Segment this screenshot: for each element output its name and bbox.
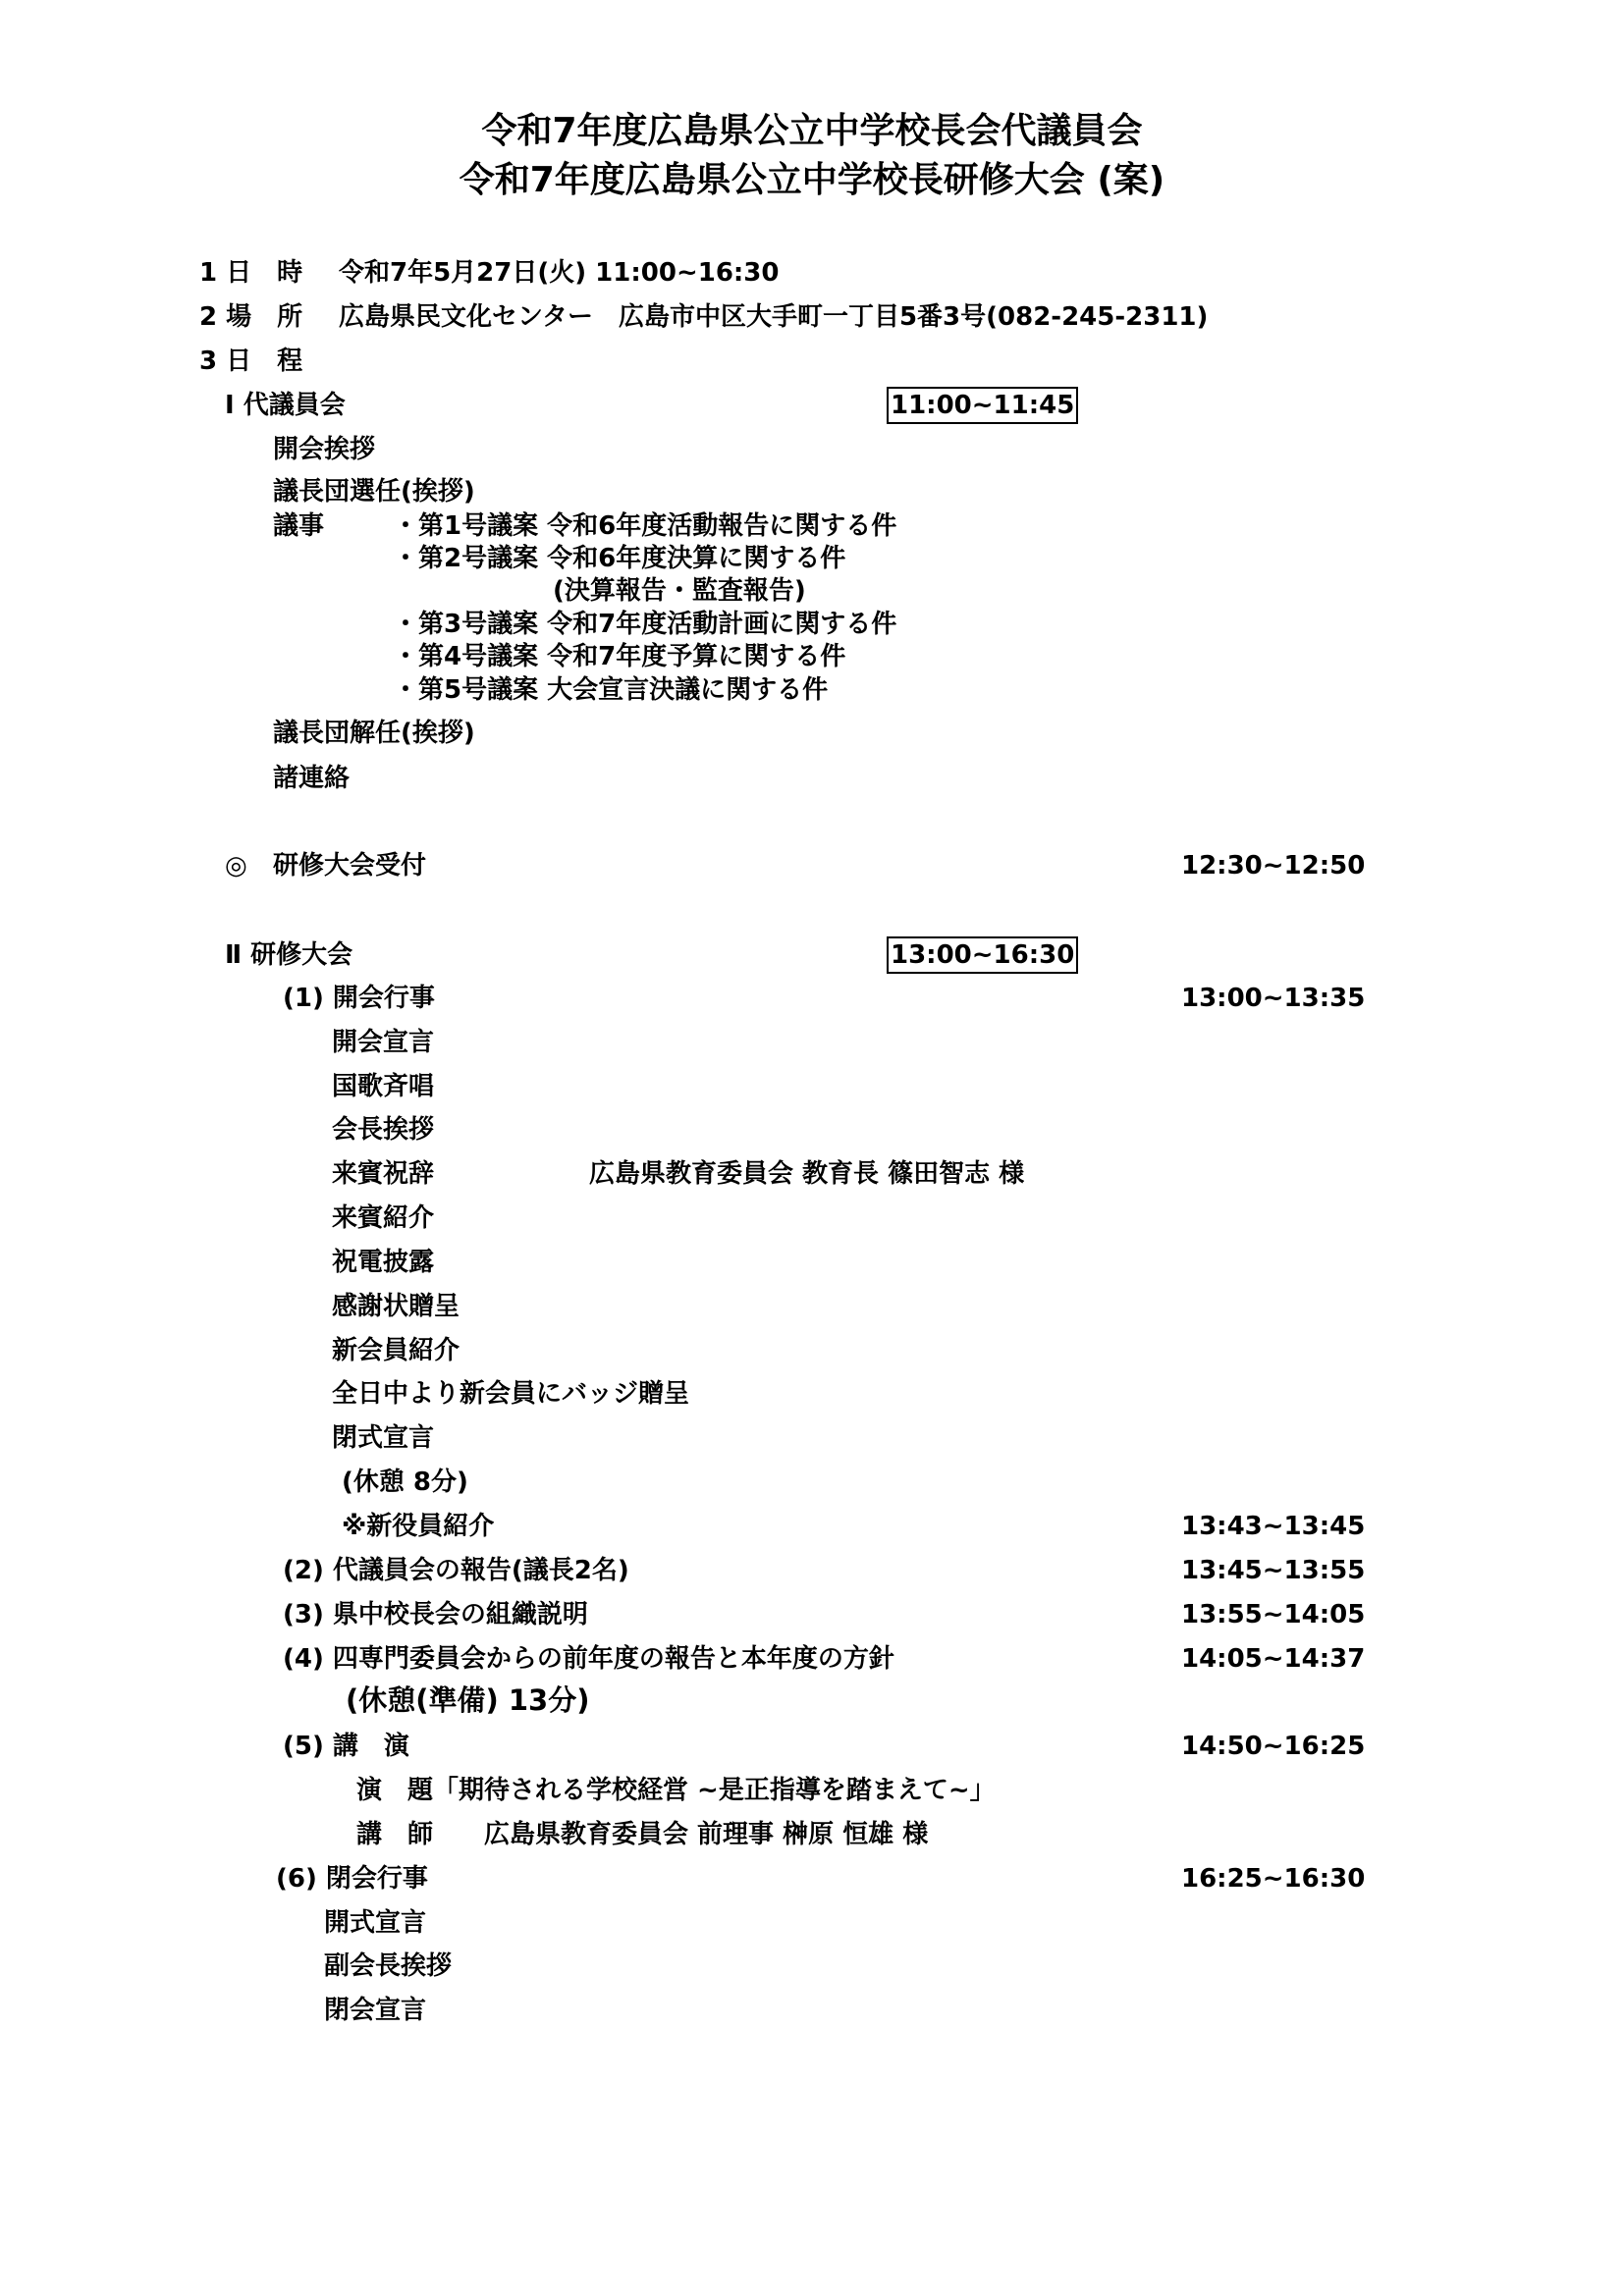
agenda-item: ・第5号議案 大会宣言決議に関する件 (393, 675, 829, 705)
s3-time: 13:55~14:05 (1181, 1600, 1366, 1629)
part1-opening: 開会挨拶 (273, 435, 376, 464)
s5-time: 14:50~16:25 (1181, 1732, 1366, 1761)
s1-item: 全日中より新会員にバッジ贈呈 (332, 1379, 690, 1409)
s4-time: 14:05~14:37 (1181, 1644, 1366, 1674)
s1-label: (1) 開会行事 (283, 984, 435, 1013)
reception-label: 研修大会受付 (273, 851, 427, 881)
place-value: 広島県民文化センター 広島市中区大手町一丁目5番3号(082-245-2311) (339, 302, 1209, 332)
s6-time: 16:25~16:30 (1181, 1864, 1366, 1894)
agenda-item: (決算報告・監査報告) (553, 576, 806, 606)
schedule-label: 3 日 程 (199, 347, 303, 376)
s1-break: (休憩 8分) (342, 1468, 468, 1497)
s4-label: (4) 四専門委員会からの前年度の報告と本年度の方針 (283, 1644, 894, 1674)
s5-lecturer: 講 師 広島県教育委員会 前理事 榊原 恒雄 様 (356, 1820, 929, 1849)
part1-chair-election: 議長団選任(挨拶) (273, 477, 475, 507)
s6-item: 開式宣言 (324, 1908, 427, 1938)
s6-label: (6) 閉会行事 (276, 1864, 428, 1894)
part1-agenda-label: 議事 (273, 511, 325, 541)
agenda-item: ・第2号議案 令和6年度決算に関する件 (393, 544, 846, 573)
s1-officers-time: 13:43~13:45 (1181, 1512, 1366, 1541)
document-title-line1: 令和7年度広島県公立中学校長会代議員会 (481, 111, 1143, 151)
s1-time: 13:00~13:35 (1181, 984, 1366, 1013)
s5-label: (5) 講 演 (283, 1732, 409, 1761)
s1-item: 会長挨拶 (332, 1115, 435, 1145)
agenda-item: ・第1号議案 令和6年度活動報告に関する件 (393, 511, 897, 541)
s1-item: 開会宣言 (332, 1028, 435, 1057)
part1-time-box: 11:00~11:45 (887, 387, 1078, 424)
place-label: 2 場 所 (199, 302, 303, 332)
break2: (休憩(準備) 13分) (346, 1683, 590, 1717)
s1-item: 国歌斉唱 (332, 1072, 435, 1101)
reception-time: 12:30~12:50 (1181, 851, 1366, 881)
date-label: 1 日 時 (199, 258, 303, 288)
document-title-line2: 令和7年度広島県公立中学校長研修大会 (案) (459, 160, 1165, 200)
s1-item: 来賓紹介 (332, 1203, 435, 1233)
part1-chair-dismissal: 議長団解任(挨拶) (273, 719, 475, 748)
date-value: 令和7年5月27日(火) 11:00~16:30 (339, 258, 780, 288)
reception-mark: ◎ (225, 851, 247, 881)
s1-item: 感謝状贈呈 (332, 1292, 460, 1321)
agenda-item: ・第4号議案 令和7年度予算に関する件 (393, 642, 846, 671)
s6-item: 閉会宣言 (324, 1996, 427, 2025)
s1-item: 閉式宣言 (332, 1423, 435, 1453)
s1-guest: 広島県教育委員会 教育長 篠田智志 様 (589, 1159, 1025, 1189)
s1-item: 祝電披露 (332, 1248, 435, 1277)
s1-item: 新会員紹介 (332, 1336, 460, 1365)
s2-time: 13:45~13:55 (1181, 1556, 1366, 1585)
s6-item: 副会長挨拶 (324, 1951, 453, 1981)
part1-label: Ⅰ 代議員会 (225, 391, 346, 420)
part2-time-box: 13:00~16:30 (887, 936, 1078, 974)
s2-label: (2) 代議員会の報告(議長2名) (283, 1556, 629, 1585)
s5-theme: 演 題「期待される学校経営 ~是正指導を踏まえて~」 (356, 1776, 996, 1805)
s3-label: (3) 県中校長会の組織説明 (283, 1600, 588, 1629)
s1-officers: ※新役員紹介 (342, 1512, 495, 1541)
s1-item: 来賓祝辞 (332, 1159, 435, 1189)
part1-notices: 諸連絡 (273, 764, 351, 793)
part2-label: Ⅱ 研修大会 (225, 940, 353, 970)
agenda-item: ・第3号議案 令和7年度活動計画に関する件 (393, 610, 897, 639)
